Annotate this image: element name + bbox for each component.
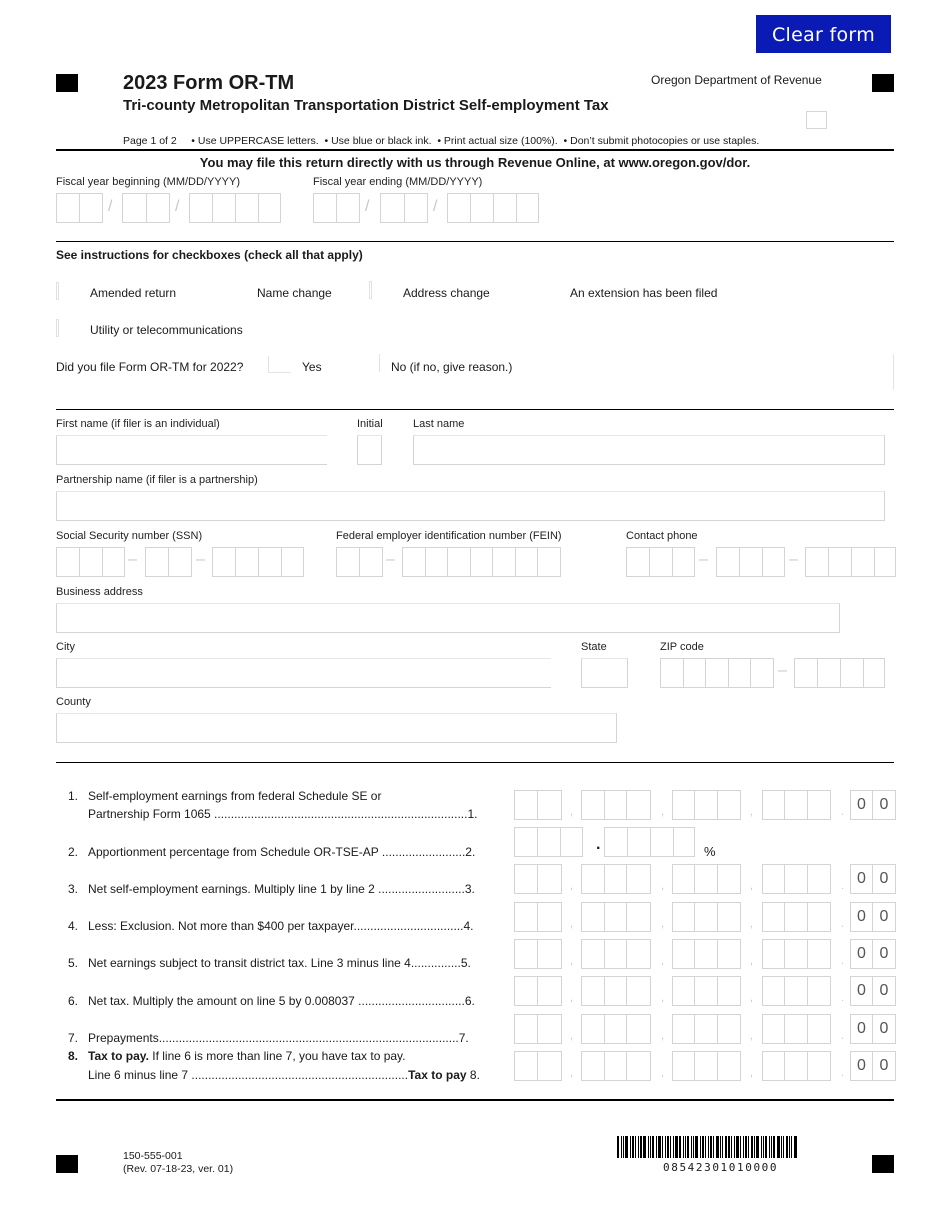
barcode-bar <box>756 1136 759 1158</box>
cents-digit: 0 <box>879 1057 889 1074</box>
cents-digit: 0 <box>851 1015 873 1043</box>
barcode-bar <box>794 1136 797 1158</box>
line-8-bold: Tax to pay. <box>88 1049 149 1063</box>
barcode-bar <box>751 1136 753 1158</box>
thousands-separator: , <box>750 992 754 1004</box>
barcode-bar <box>650 1136 651 1158</box>
line-5-cents <box>850 939 896 969</box>
barcode-bar <box>783 1136 784 1158</box>
thousands-separator: , <box>570 806 574 818</box>
form-number: 150-555-001 <box>123 1150 183 1162</box>
divider <box>56 409 894 410</box>
cents-digit: 0 <box>851 1052 873 1080</box>
thousands-separator: , <box>570 1067 574 1079</box>
fiscal-end-day[interactable] <box>380 193 428 223</box>
prior-year-question: Did you file Form OR-TM for 2022? <box>56 360 244 374</box>
barcode-bar <box>691 1136 692 1158</box>
barcode-bar <box>640 1136 642 1158</box>
name-change-label: Name change <box>257 286 332 300</box>
line-4-text: Less: Exclusion. Not more than $400 per taxpayer.................................4. <box>88 919 474 933</box>
line-5-number: 5. <box>68 956 79 970</box>
dash: – <box>196 551 205 568</box>
decimal-point: . <box>841 880 845 892</box>
line-3-amount-group-3[interactable] <box>672 864 741 894</box>
barcode-bar <box>743 1136 744 1158</box>
barcode-bar <box>623 1136 624 1158</box>
divider <box>56 762 894 763</box>
cents-digit: 0 <box>851 865 873 893</box>
barcode-bar <box>632 1136 634 1158</box>
line-2-pct-fraction[interactable] <box>604 827 695 857</box>
barcode-bar <box>675 1136 678 1158</box>
extension-label: An extension has been filed <box>570 286 718 300</box>
barcode-bar <box>713 1136 714 1158</box>
partnership-input[interactable] <box>56 491 885 521</box>
line-4-number: 4. <box>68 919 79 933</box>
barcode-bar <box>662 1136 663 1158</box>
line-8-number: 8. <box>68 1049 79 1063</box>
fiscal-begin-month[interactable] <box>56 193 103 223</box>
instructions-line: Page 1 of 2 • Use UPPERCASE letters. • Use blue or black ink. • Print actual size (100%). • Don’t submit photocopies or use staples. <box>123 135 760 147</box>
last-name-label: Last name <box>413 418 465 430</box>
divider <box>56 241 894 242</box>
line-5-amount-group-4[interactable] <box>762 939 831 969</box>
line-7-amount-group-1[interactable] <box>514 1014 562 1044</box>
barcode-bar <box>736 1136 739 1158</box>
barcode-bar <box>630 1136 631 1158</box>
dash: – <box>699 551 708 568</box>
barcode-bar <box>765 1136 767 1158</box>
barcode-bar <box>621 1136 622 1158</box>
line-6-amount-group-2[interactable] <box>581 976 651 1006</box>
line-8-amount-group-4[interactable] <box>762 1051 831 1081</box>
line-5-amount-group-3[interactable] <box>672 939 741 969</box>
barcode-bar <box>643 1136 646 1158</box>
barcode-bar <box>716 1136 719 1158</box>
line-4-amount-group-3[interactable] <box>672 902 741 932</box>
line-1-amount-group-1[interactable] <box>514 790 562 820</box>
barcode-bar <box>708 1136 709 1158</box>
barcode-bar <box>665 1136 666 1158</box>
line-3-amount-group-4[interactable] <box>762 864 831 894</box>
revision: (Rev. 07-18-23, ver. 01) <box>123 1163 234 1175</box>
first-name-input[interactable] <box>56 435 327 465</box>
yes-label: Yes <box>302 360 322 374</box>
cents-digit: 0 <box>851 791 873 819</box>
dash: – <box>386 551 395 568</box>
barcode-bar <box>658 1136 661 1158</box>
barcode-bar <box>748 1136 749 1158</box>
line-8-end: 8. <box>466 1068 480 1082</box>
line-8-dots: Line 6 minus line 7 ................................................................. <box>88 1068 409 1082</box>
county-label: County <box>56 696 91 708</box>
dash: – <box>128 551 137 568</box>
line-7-amount-group-3[interactable] <box>672 1014 741 1044</box>
barcode-bar <box>734 1136 735 1158</box>
state-label: State <box>581 641 607 653</box>
barcode-bar <box>702 1136 704 1158</box>
thousands-separator: , <box>750 918 754 930</box>
decimal-point: . <box>841 992 845 1004</box>
line-7-cents <box>850 1014 896 1044</box>
date-slash: / <box>365 198 370 215</box>
registration-mark-bottom-right <box>872 1155 894 1173</box>
line-3-cents <box>850 864 896 894</box>
barcode-bar <box>638 1136 639 1158</box>
line-7-amount-group-2[interactable] <box>581 1014 651 1044</box>
fiscal-end-year[interactable] <box>447 193 539 223</box>
line-1-number: 1. <box>68 789 79 803</box>
yes-checkbox[interactable] <box>268 356 291 373</box>
barcode-bar <box>777 1136 780 1158</box>
barcode-bar <box>679 1136 681 1158</box>
decimal-point: . <box>841 1030 845 1042</box>
business-address-input[interactable] <box>56 603 840 633</box>
city-label: City <box>56 641 75 653</box>
line-2-pct-whole[interactable] <box>514 827 583 857</box>
line-7-text: Prepayments..........................................................................................7. <box>88 1031 469 1045</box>
registration-mark-bottom-left <box>56 1155 78 1173</box>
phone-part1[interactable] <box>626 547 695 577</box>
line-2-text: Apportionment percentage from Schedule OR-TSE-AP .........................2. <box>88 845 476 859</box>
thousands-separator: , <box>750 880 754 892</box>
line-5-amount-group-1[interactable] <box>514 939 562 969</box>
form-subtitle: Tri-county Metropolitan Transportation District Self-employment Tax <box>123 97 609 114</box>
thousands-separator: , <box>570 1030 574 1042</box>
amended-checkbox[interactable] <box>56 282 59 300</box>
thousands-separator: , <box>750 1030 754 1042</box>
thousands-separator: , <box>661 992 665 1004</box>
line-8-text <box>88 1049 406 1063</box>
divider <box>56 1099 894 1101</box>
barcode-bar <box>695 1136 698 1158</box>
zip-part1[interactable] <box>660 658 774 688</box>
line-8-text-rest: If line 6 is more than line 7, you have tax to pay. <box>148 1049 406 1063</box>
cents-digit: 0 <box>879 1020 889 1037</box>
zip-label: ZIP code <box>660 641 704 653</box>
date-slash: / <box>175 198 180 215</box>
line-8-amount-group-3[interactable] <box>672 1051 741 1081</box>
address-change-label: Address change <box>403 286 490 300</box>
ssn-part1[interactable] <box>56 547 125 577</box>
barcode-bar <box>635 1136 636 1158</box>
line-7-number: 7. <box>68 1031 79 1045</box>
registration-mark-top-right <box>872 74 894 92</box>
barcode-bar <box>769 1136 770 1158</box>
cents-digit: 0 <box>851 940 873 968</box>
line-8-amount-group-1[interactable] <box>514 1051 562 1081</box>
no-reason-field[interactable] <box>893 354 894 390</box>
ssn-part3[interactable] <box>212 547 304 577</box>
no-checkbox[interactable] <box>379 354 380 372</box>
fein-part2[interactable] <box>402 547 561 577</box>
fiscal-begin-label: Fiscal year beginning (MM/DD/YYYY) <box>56 176 241 188</box>
line-1-text-cont: Partnership Form 1065 ............................................................................1. <box>88 807 478 821</box>
cents-digit: 0 <box>879 982 889 999</box>
decimal-point: . <box>841 806 845 818</box>
online-notice: You may file this return directly with us through Revenue Online, at www.oregon.gov/dor. <box>199 155 751 170</box>
barcode-bar <box>771 1136 772 1158</box>
thousands-separator: , <box>570 992 574 1004</box>
line-4-amount-group-1[interactable] <box>514 902 562 932</box>
line-8-tax-to-pay: Tax to pay <box>408 1068 467 1082</box>
line-1-amount-group-3[interactable] <box>672 790 741 820</box>
contact-phone-label: Contact phone <box>626 530 698 542</box>
barcode-bar <box>720 1136 721 1158</box>
barcode-bar <box>725 1136 727 1158</box>
zip-part2[interactable] <box>794 658 885 688</box>
barcode-bar <box>648 1136 649 1158</box>
no-label: No (if no, give reason.) <box>391 360 513 374</box>
thousands-separator: , <box>661 1030 665 1042</box>
thousands-separator: , <box>750 1067 754 1079</box>
barcode-bar <box>789 1136 790 1158</box>
barcode-bar <box>763 1136 764 1158</box>
ssn-label: Social Security number (SSN) <box>56 530 203 542</box>
line-4-amount-group-2[interactable] <box>581 902 651 932</box>
initial-input[interactable] <box>357 435 382 465</box>
barcode-bar <box>773 1136 775 1158</box>
barcode-bar <box>667 1136 669 1158</box>
barcode-bar <box>761 1136 762 1158</box>
thousands-separator: , <box>750 955 754 967</box>
cents-digit: 0 <box>879 945 889 962</box>
line-3-text: Net self-employment earnings. Multiply line 1 by line 2 ..........................3. <box>88 882 475 896</box>
fiscal-end-month[interactable] <box>313 193 360 223</box>
barcode-bar <box>745 1136 747 1158</box>
decimal-point: . <box>841 918 845 930</box>
decimal-point: . <box>841 955 845 967</box>
utility-checkbox[interactable] <box>56 319 59 337</box>
last-name-input[interactable] <box>413 435 885 465</box>
dash: – <box>778 662 787 679</box>
line-7-amount-group-4[interactable] <box>762 1014 831 1044</box>
fein-part1[interactable] <box>336 547 383 577</box>
barcode-number: 08542301010000 <box>663 1161 779 1174</box>
line-1-amount-group-2[interactable] <box>581 790 651 820</box>
phone-part3[interactable] <box>805 547 896 577</box>
barcode-bar <box>705 1136 706 1158</box>
barcode-bar <box>728 1136 730 1158</box>
divider <box>56 149 894 151</box>
cents-digit: 0 <box>851 903 873 931</box>
cents-digit: 0 <box>851 977 873 1005</box>
barcode-bar <box>656 1136 657 1158</box>
line-8-cents <box>850 1051 896 1081</box>
line-6-cents <box>850 976 896 1006</box>
fiscal-end-label: Fiscal year ending (MM/DD/YYYY) <box>313 176 483 188</box>
barcode-bar <box>625 1136 628 1158</box>
partnership-label: Partnership name (if filer is a partnership) <box>56 474 258 486</box>
county-input[interactable] <box>56 713 617 743</box>
line-3-amount-group-1[interactable] <box>514 864 562 894</box>
dash: – <box>789 551 798 568</box>
fiscal-begin-day[interactable] <box>122 193 170 223</box>
agency-name: Oregon Department of Revenue <box>651 73 822 87</box>
form-title: 2023 Form OR-TM <box>123 72 295 94</box>
barcode-bar <box>754 1136 755 1158</box>
line-3-amount-group-2[interactable] <box>581 864 651 894</box>
barcode-bar <box>687 1136 689 1158</box>
thousands-separator: , <box>570 955 574 967</box>
thousands-separator: , <box>661 880 665 892</box>
utility-label: Utility or telecommunications <box>90 323 243 337</box>
line-2-number: 2. <box>68 845 79 859</box>
line-4-amount-group-4[interactable] <box>762 902 831 932</box>
barcode-bar <box>731 1136 732 1158</box>
barcode-bar <box>781 1136 782 1158</box>
line-1-cents <box>850 790 896 820</box>
thousands-separator: , <box>661 806 665 818</box>
barcode-bar <box>740 1136 741 1158</box>
barcode-bar <box>673 1136 674 1158</box>
cents-digit: 0 <box>879 908 889 925</box>
thousands-separator: , <box>661 1067 665 1079</box>
first-name-label: First name (if filer is an individual) <box>56 418 220 430</box>
line-5-amount-group-2[interactable] <box>581 939 651 969</box>
thousands-separator: , <box>570 880 574 892</box>
fiscal-begin-year[interactable] <box>189 193 281 223</box>
barcode-bar <box>700 1136 701 1158</box>
barcode <box>617 1136 827 1158</box>
barcode-bar <box>710 1136 712 1158</box>
fein-label: Federal employer identification number (FEIN) <box>336 530 562 542</box>
line-6-amount-group-1[interactable] <box>514 976 562 1006</box>
line-3-number: 3. <box>68 882 79 896</box>
percent-sign: % <box>704 844 716 859</box>
thousands-separator: , <box>661 955 665 967</box>
thousands-separator: , <box>750 806 754 818</box>
initial-label: Initial <box>357 418 383 430</box>
corner-checkbox[interactable] <box>806 111 827 129</box>
thousands-separator: , <box>661 918 665 930</box>
line-6-text: Net tax. Multiply the amount on line 5 by 0.008037 ................................6. <box>88 994 475 1008</box>
barcode-bar <box>693 1136 694 1158</box>
line-6-amount-group-4[interactable] <box>762 976 831 1006</box>
amended-return-label: Amended return <box>90 286 177 300</box>
line-1-amount-group-4[interactable] <box>762 790 831 820</box>
line-2-decimal: . <box>596 836 601 853</box>
barcode-bar <box>791 1136 792 1158</box>
line-4-cents <box>850 902 896 932</box>
barcode-bar <box>652 1136 654 1158</box>
line-8-amount-group-2[interactable] <box>581 1051 651 1081</box>
checkbox-heading: See instructions for checkboxes (check all that apply) <box>56 248 363 262</box>
date-slash: / <box>433 198 438 215</box>
ssn-part2[interactable] <box>145 547 192 577</box>
business-address-label: Business address <box>56 586 143 598</box>
barcode-bar <box>683 1136 684 1158</box>
address-change-checkbox[interactable] <box>369 281 372 299</box>
line-1-text: Self-employment earnings from federal Schedule SE or <box>88 789 382 803</box>
thousands-separator: , <box>570 918 574 930</box>
line-6-amount-group-3[interactable] <box>672 976 741 1006</box>
date-slash: / <box>108 198 113 215</box>
cents-digit: 0 <box>879 796 889 813</box>
barcode-bar <box>722 1136 723 1158</box>
barcode-bar <box>670 1136 671 1158</box>
clear-form-button[interactable]: Clear form <box>756 15 891 53</box>
barcode-bar <box>617 1136 619 1158</box>
registration-mark-top-left <box>56 74 78 92</box>
line-6-number: 6. <box>68 994 79 1008</box>
state-input[interactable] <box>581 658 628 688</box>
cents-digit: 0 <box>879 870 889 887</box>
barcode-bar <box>685 1136 686 1158</box>
line-5-text: Net earnings subject to transit district tax. Line 3 minus line 4...............5. <box>88 956 471 970</box>
city-input[interactable] <box>56 658 551 688</box>
phone-part2[interactable] <box>716 547 785 577</box>
barcode-bar <box>786 1136 788 1158</box>
line-8-text-cont <box>88 1068 480 1082</box>
decimal-point: . <box>841 1067 845 1079</box>
